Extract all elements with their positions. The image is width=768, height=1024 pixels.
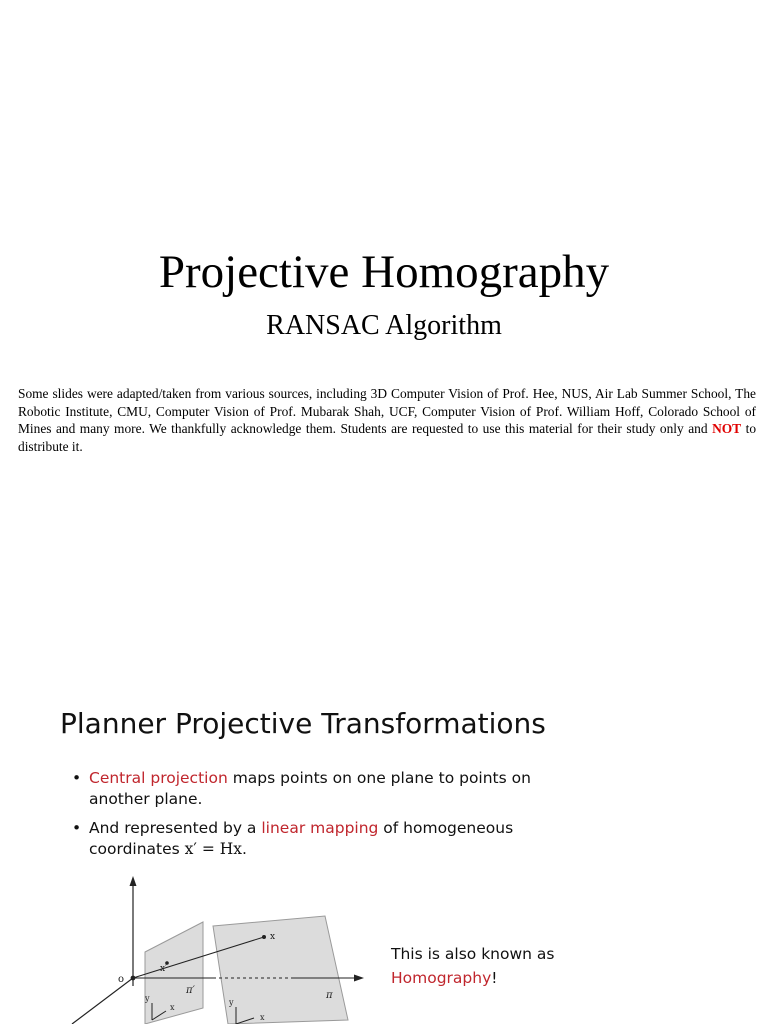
note-suffix: !	[491, 969, 498, 987]
note-line: This is also known as	[391, 945, 555, 963]
point-x	[262, 935, 266, 939]
bullet-text: .	[242, 840, 247, 858]
bullet-dot: •	[72, 769, 82, 787]
origin-point	[131, 976, 136, 981]
plane-pi-prime	[213, 916, 348, 1024]
axis-arrowhead	[130, 876, 137, 886]
credits-paragraph	[18, 385, 756, 455]
equation: x′ = Hx	[184, 840, 243, 858]
point-x-label: x	[270, 932, 276, 942]
point-x-prime-label: x′	[160, 964, 168, 974]
origin-label: o	[118, 974, 125, 985]
bullet-text: of homogeneous coordinates	[89, 819, 514, 858]
bullet-dot: •	[72, 819, 82, 837]
credits-emphasis: NOT	[712, 421, 742, 437]
bullet-text: And represented by a	[89, 819, 262, 837]
credits-text-end: to distribute it.	[18, 421, 757, 454]
slide-title: Planner Projective Transformations	[60, 707, 546, 740]
note-line	[391, 966, 591, 990]
ray-arrowhead	[354, 975, 364, 982]
slide-title: Projective Homography	[158, 246, 610, 298]
credits-text: Some slides were adapted/taken from various sources, including 3D Computer Vision of Prof. Hee, NUS, Air Lab Summer School, The Robotic Institute, CMU, Computer Vision of Prof. Mubarak Shah, UCF, Computer Vision of Prof. William Hoff, Colorado School of Mines and many more. We thankfully acknowledge them. Students are requested to use this material for their study only and	[18, 386, 756, 437]
local-y-label: y	[229, 998, 234, 1007]
local-x-label: x	[170, 1003, 175, 1012]
plane-pi-prime-label: π	[326, 990, 333, 1001]
plane-pi-label: π′	[186, 985, 195, 996]
local-y-label: y	[145, 994, 150, 1003]
highlight-term: Central projection	[89, 769, 228, 787]
content-slide	[0, 690, 768, 1024]
local-x-label: x	[260, 1013, 265, 1022]
homography-note	[391, 942, 591, 990]
slide-subtitle: RANSAC Algorithm	[266, 310, 502, 341]
projection-diagram	[0, 690, 768, 1024]
highlight-term: Homography	[391, 969, 492, 987]
highlight-term: linear mapping	[261, 819, 379, 837]
bullet-text: maps points on one plane to points on another plane.	[89, 769, 531, 808]
